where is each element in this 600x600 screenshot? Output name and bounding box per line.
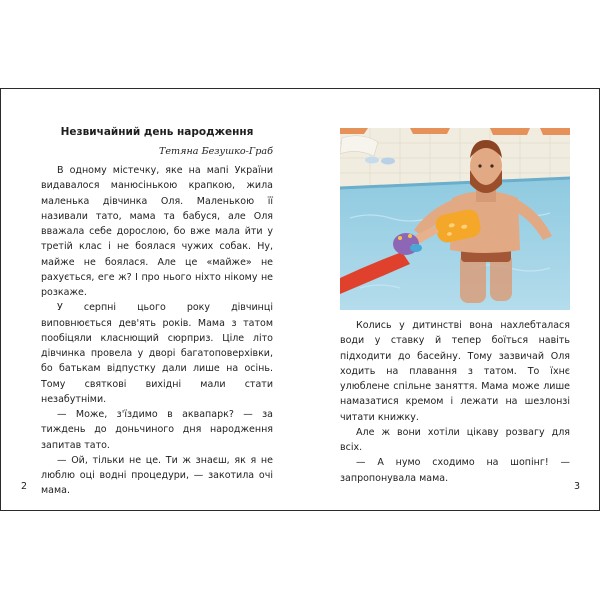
right-page (300, 89, 599, 510)
paragraph: — Ой, тільки не це. Ти ж знаєш, як я не люблю оці водні процедури, — закотила очі мама. (41, 454, 273, 497)
page-number-left: 2 (21, 481, 28, 492)
paragraph: В одному містечку, яке на мапі України видавалося манюсінькою крапкою, жила маленька дівчинка Оля. Маленькою її називали тато, мама та бабуся, але Оля вважала себе дорослою, бо вже мала йти у третій клас і не боялася чужих собак. Ну, майже не боялася. Але це «майже» не рахується, еге ж? І про нього ніхто нікому не розкаже. (41, 165, 273, 298)
paragraph: Але ж вони хотіли цікаву розвагу для всіх. (340, 426, 570, 453)
author-name: Тетяна Безушко-Граб (158, 146, 273, 157)
paragraph: У серпні цього року дівчинці виповнюється дев'ять років. Мама з татом пообіцяли класнющий сюрприз. Ціле літо дівчинка провела у дворі багатоповерхівки, бо батькам відпустку дали лише на осінь. Тому святкові вихідні мали стати незабутніми. (41, 302, 273, 405)
pool-illustration (340, 128, 570, 310)
left-page-text (41, 163, 273, 499)
story-title: Незвичайний день народження (60, 126, 254, 138)
left-page (1, 89, 300, 510)
slipper-icon (381, 158, 395, 165)
paragraph: — Може, з'їздимо в аквапарк? — за тиждень до доньчиного дня народження запитав тато. (41, 409, 273, 451)
right-page-text (340, 318, 570, 486)
slipper-icon (365, 157, 379, 164)
paragraph: — А нумо сходимо на шопінг! — запропонувала мама. (340, 457, 570, 484)
paragraph: Колись у дитинстві вона нахлебталася води у ставку й тепер боїться навіть підходити до басейну. Тому зазвичай Оля ходить на плавання з татом. То їхнє улюблене спільне заняття. Мама може лише намазатися кремом і лежати на шезлонзі читати книжку. (340, 320, 570, 423)
book-spread (0, 88, 600, 511)
page-number-right: 3 (573, 481, 580, 492)
